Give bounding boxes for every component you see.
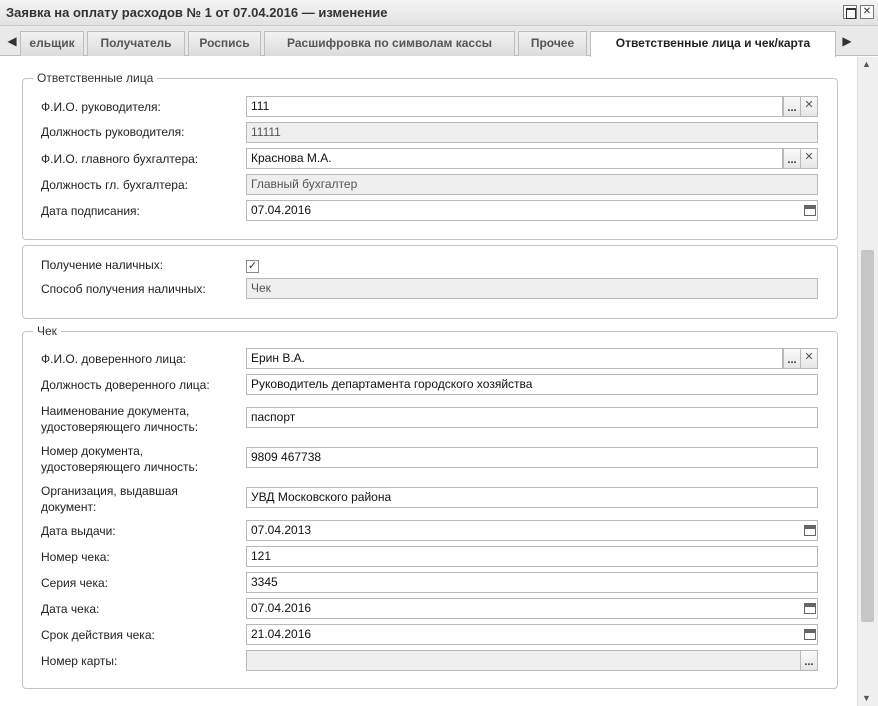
proxy-position-field[interactable]: Руководитель департамента городского хозяйства xyxy=(246,374,818,395)
accountant-position-field: Главный бухгалтер xyxy=(246,174,818,195)
receive-cash-checkbox[interactable]: ✓ xyxy=(247,260,258,272)
issuer-label: Организация, выдавшая документ: xyxy=(41,484,178,514)
sign-date-field[interactable]: 07.04.2016 xyxy=(246,200,818,221)
tab-scroll-right-icon[interactable]: ▶ xyxy=(842,34,852,48)
form-content xyxy=(0,57,857,706)
cheque-series-field[interactable]: 3345 xyxy=(246,572,818,593)
card-number-label: Номер карты: xyxy=(41,654,118,668)
cheque-date-label: Дата чека: xyxy=(41,602,100,616)
issuer-field[interactable]: УВД Московского района xyxy=(246,487,818,508)
accountant-name-select-button[interactable]: ... xyxy=(783,148,801,169)
vertical-scrollbar[interactable] xyxy=(857,57,878,706)
tab-recipient[interactable]: Получатель xyxy=(87,31,185,56)
sign-date-calendar-icon[interactable] xyxy=(804,205,816,216)
head-name-field[interactable]: 111 xyxy=(246,96,783,117)
doc-name-label: Наименование документа, удостоверяющего личность: xyxy=(41,404,199,434)
issue-date-label: Дата выдачи: xyxy=(41,524,116,538)
tab-bar xyxy=(0,26,878,56)
head-name-label: Ф.И.О. руководителя: xyxy=(41,100,161,114)
head-name-clear-icon[interactable]: ✕ xyxy=(800,96,818,117)
scroll-up-icon[interactable]: ▲ xyxy=(862,59,871,69)
receive-cash-label: Получение наличных: xyxy=(41,258,164,272)
issue-date-calendar-icon[interactable] xyxy=(804,525,816,536)
cheque-date-calendar-icon[interactable] xyxy=(804,603,816,614)
window-titlebar xyxy=(0,0,878,26)
cheque-series-label: Серия чека: xyxy=(41,576,108,590)
head-position-label: Должность руководителя: xyxy=(41,125,185,139)
responsible-persons-legend: Ответственные лица xyxy=(33,71,157,85)
sign-date-label: Дата подписания: xyxy=(41,204,140,218)
tab-other[interactable]: Прочее xyxy=(518,31,587,56)
head-position-field: 11111 xyxy=(246,122,818,143)
doc-number-field[interactable]: 9809 467738 xyxy=(246,447,818,468)
close-icon[interactable]: ✕ xyxy=(860,5,874,19)
scroll-thumb[interactable] xyxy=(861,250,874,622)
tab-responsible-persons[interactable]: Ответственные лица и чек/карта xyxy=(590,31,836,57)
proxy-name-clear-icon[interactable]: ✕ xyxy=(800,348,818,369)
scroll-down-icon[interactable]: ▼ xyxy=(862,693,871,703)
accountant-name-clear-icon[interactable]: ✕ xyxy=(800,148,818,169)
cheque-valid-field[interactable]: 21.04.2016 xyxy=(246,624,818,645)
doc-name-field[interactable]: паспорт xyxy=(246,407,818,428)
tab-scroll-left-icon[interactable]: ◀ xyxy=(7,34,17,48)
proxy-name-field[interactable]: Ерин В.А. xyxy=(246,348,783,369)
window-title: Заявка на оплату расходов № 1 от 07.04.2016 — изменение xyxy=(6,5,388,20)
card-number-field xyxy=(246,650,801,671)
cash-method-label: Способ получения наличных: xyxy=(41,282,206,296)
cheque-number-label: Номер чека: xyxy=(41,550,110,564)
proxy-name-select-button[interactable]: ... xyxy=(783,348,801,369)
doc-number-label: Номер документа, удостоверяющего личность: xyxy=(41,444,199,474)
card-number-select-button[interactable]: ... xyxy=(800,650,818,671)
cash-method-field: Чек xyxy=(246,278,818,299)
cheque-valid-label: Срок действия чека: xyxy=(41,628,155,642)
cheque-number-field[interactable]: 121 xyxy=(246,546,818,567)
accountant-name-field[interactable]: Краснова М.А. xyxy=(246,148,783,169)
maximize-icon[interactable] xyxy=(843,5,857,19)
proxy-name-label: Ф.И.О. доверенного лица: xyxy=(41,352,186,366)
cheque-legend: Чек xyxy=(33,324,61,338)
issue-date-field[interactable]: 07.04.2013 xyxy=(246,520,818,541)
cheque-date-field[interactable]: 07.04.2016 xyxy=(246,598,818,619)
proxy-position-label: Должность доверенного лица: xyxy=(41,378,210,392)
accountant-position-label: Должность гл. бухгалтера: xyxy=(41,178,188,192)
tab-schedule[interactable]: Роспись xyxy=(188,31,261,56)
cheque-valid-calendar-icon[interactable] xyxy=(804,629,816,640)
tab-cash-symbols[interactable]: Расшифровка по символам кассы xyxy=(264,31,515,56)
tab-payer[interactable]: ельщик xyxy=(20,31,84,56)
head-name-select-button[interactable]: ... xyxy=(783,96,801,117)
accountant-name-label: Ф.И.О. главного бухгалтера: xyxy=(41,152,199,166)
